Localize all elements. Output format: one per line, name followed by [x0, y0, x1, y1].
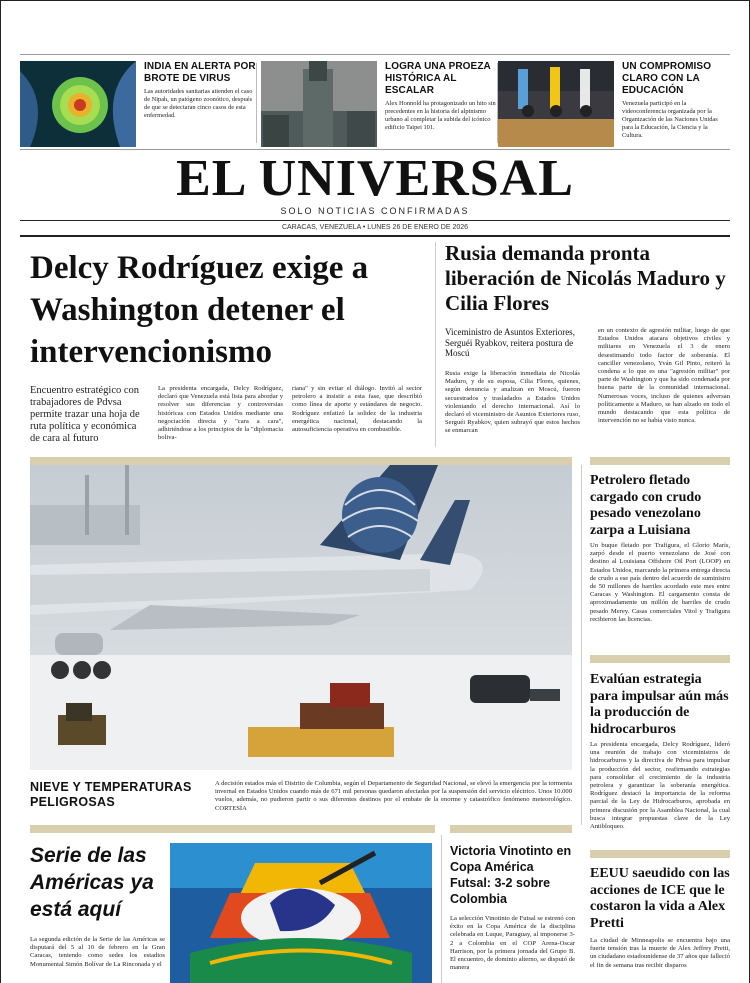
section-bar: [450, 825, 572, 833]
divider: [20, 220, 730, 221]
meeting-photo: [498, 61, 614, 147]
column-divider: [441, 835, 442, 983]
teaser-virus-title: INDIA EN ALERTA POR BROTE DE VIRUS: [144, 61, 256, 84]
vinotinto-body: La selección Vinotinto de Futsal se estrenó con éxito en la Copa América de la disciplina celebrada en Luque, Paraguay, al imponerse 3-2 a Colombia en el COP Arena-Oscar Harrison, por la primera jornada del Grupo B. El encuentro, de dominio alterno, se disputó de manera: [450, 915, 575, 972]
column-divider: [581, 465, 582, 825]
serie-body: La segunda edición de la Serie de las Américas se disputará del 5 al 10 de febrero en la Gran Caracas, teniendo como sedes los estadios Monumental Simón Bolívar de La Rinconada y el: [30, 936, 165, 968]
divider: [20, 235, 730, 237]
main-headline[interactable]: Delcy Rodríguez exige a Washington detener el intervencionismo: [30, 250, 369, 370]
teaser-climb-body: Alex Honnold ha protagonizado un hito sin precedentes en la historia del alpinismo urbano al completar la subida del icónico edificio Taipei 101.: [385, 100, 496, 131]
russia-headline[interactable]: Rusia demanda pronta liberación de Nicolás Maduro y Cilia Flores: [445, 241, 726, 315]
dateline: CARACAS, VENEZUELA • LUNES 26 DE ENERO DE 2026: [281, 224, 469, 231]
russia-body-col2: en un contexto de agresión militar, luego de que Estados Unidos atacara objetivos civiles y militares en Venezuela el 3 de enero desestimando todo factor de soberanía. El canciller venezolano, Yván Gil Pinto, reiteró la condena a lo que es una "agresión militar" por parte de Washington y que ha sido condenada por buena parte de la comunidad internacional. Numerosas voces, incluso de quienes adversan políticamente a Maduro, se han alzado en todo el mundo destacando que esta política de intervención no se había visto nunca.: [598, 327, 730, 425]
sidebar-headline-1[interactable]: Petrolero fletado cargado con crudo pesado venezolano zarpa a Luisiana: [590, 473, 702, 538]
section-bar: [590, 850, 730, 858]
teaser-education-title: UN COMPROMISO CLARO CON LA EDUCACIÓN: [622, 61, 712, 96]
section-bar: [30, 825, 435, 833]
teaser-strip: [20, 54, 730, 150]
photo-title[interactable]: NIEVE Y TEMPERATURAS PELIGROSAS: [30, 780, 192, 809]
serie-americas-poster: [170, 843, 432, 983]
sidebar-body-3: La ciudad de Minneapolis se encuentra bajo una fuerte tensión tras la muerte de Alex Jeffrey Pretti, un ciudadano estadounidense de 37 años que falleció el fin de semana tras recibir disparos: [590, 937, 730, 969]
russia-body-col1: Rusia exige la liberación inmediata de Nicolás Maduro, y de su esposa, Cilia Flores, quienes, según denuncia y analizan en Moscú, fueron secuestrados y trasladados a Estados Unidos violentando el derecho internacional. Así lo declaró el viceministro de Asuntos Exteriores ruso, Serguéi Ryabkov, quien subrayó que estos hechos se enmarcan: [445, 370, 580, 435]
section-bar: [590, 457, 730, 465]
main-body-col2: riana" y sin evitar el diálogo. Invitó al sector petrolero a insistir a esta fase, que describió como línea de aporte y estándares de negocio. Rodríguez enfatizó la solidez de la industria energética nacional, destacando la autosuficiencia operativa en combustible.: [292, 385, 422, 434]
teaser-virus-body: Las autoridades sanitarias atienden el caso de Nipah, un patógeno zoonótico, después de que se detectaran cinco casos de esta enfermedad.: [144, 88, 253, 119]
column-divider: [435, 242, 436, 447]
section-bar: [30, 457, 572, 465]
main-deck: Encuentro estratégico con trabajadores de Pdvsa permite trazar una hoja de ruta política y económica de cara al futuro: [30, 385, 140, 444]
section-bar: [590, 655, 730, 663]
sidebar-headline-3[interactable]: EEUU saeudido con las acciones de ICE que le costaron la vida a Alex Pretti: [590, 866, 730, 931]
sidebar-body-1: Un buque fletado por Trafigura, el Glorio Marís, zarpó desde el puerto venezolano de José con destino al Louisiana Offshore Oil Port (LOOP) en Estados Unidos, marcando la primera entrega directa de crudo a ese país dentro del acuerdo de suministro de 50 millones de barriles acordado este mes entre Caracas y Washington. El cargamento consta de aproximadamente un millón de barriles de crudo pesado Merey. Casas comerciales Vitol y Trafigura recibieron las licencias.: [590, 542, 730, 623]
teaser-divider: [256, 63, 257, 143]
vinotinto-headline[interactable]: Victoria Vinotinto en Copa América Futsal: 3-2 sobre Colombia: [450, 844, 572, 906]
main-body-col1: La presidenta encargada, Delcy Rodríguez, declaró que Venezuela está lista para abordar y resolver sus diferencias y controversias históricas con Estados Unidos mediante una negociación directa y "cara a cara", adhiriéndose a los principios de la "diplomacia boliva-: [158, 385, 283, 442]
tower-photo: [261, 61, 377, 147]
teaser-climb-title: LOGRA UNA PROEZA HISTÓRICA AL ESCALAR: [385, 61, 491, 96]
sidebar-headline-2[interactable]: Evalúan estrategia para impulsar aún más la producción de hidrocarburos: [590, 672, 729, 737]
snow-airport-photo: [30, 465, 572, 770]
sidebar-body-2: La presidenta encargada, Delcy Rodríguez, lideró una reunión de trabajo con viceministros de hidrocarburos y la directiva de Pdvsa para impulsar la producción del sector, reafirmando estrategias para consolidar el crecimiento de la industria petrolera y garantizar la soberanía energética. Rodríguez destacó la importancia de la reforma parcial de la Ley de Hidrocarburos, aprobada en primera discusión por la Asamblea Nacional, la cual busca integrar propuestas clave de la Ley Antibloqueo.: [590, 741, 730, 831]
teaser-education-body: Venezuela participó en la videoconferencia organizada por la Organización de las Naciones Unidas para la Educación, la Ciencia y la Cultura.: [622, 100, 718, 139]
masthead-slogan: SOLO NOTICIAS CONFIRMADAS: [280, 206, 470, 216]
russia-deck: Viceministro de Asuntos Exteriores, Serguéi Ryabkov, reitera postura de Moscú: [445, 327, 575, 358]
serie-headline[interactable]: Serie de las Américas ya está aquí: [30, 844, 154, 921]
virus-photo: [20, 61, 136, 147]
photo-caption: A decisión estados más el Distrito de Columbia, según el Departamento de Seguridad Nacional, se elevó la emergencia por la tormenta invernal en Estados Unidos cuando más de 671 mil personas quedaron afectadas por la suspensión del servicio eléctrico. Unos 10.000 vuelos, además, no pudieron partir o sus diferentes destinos por el embate de la enorme y catastrófico fenómeno meteorológico. CORTESÍA: [215, 780, 572, 812]
masthead-logo: EL UNIVERSAL: [176, 150, 574, 207]
